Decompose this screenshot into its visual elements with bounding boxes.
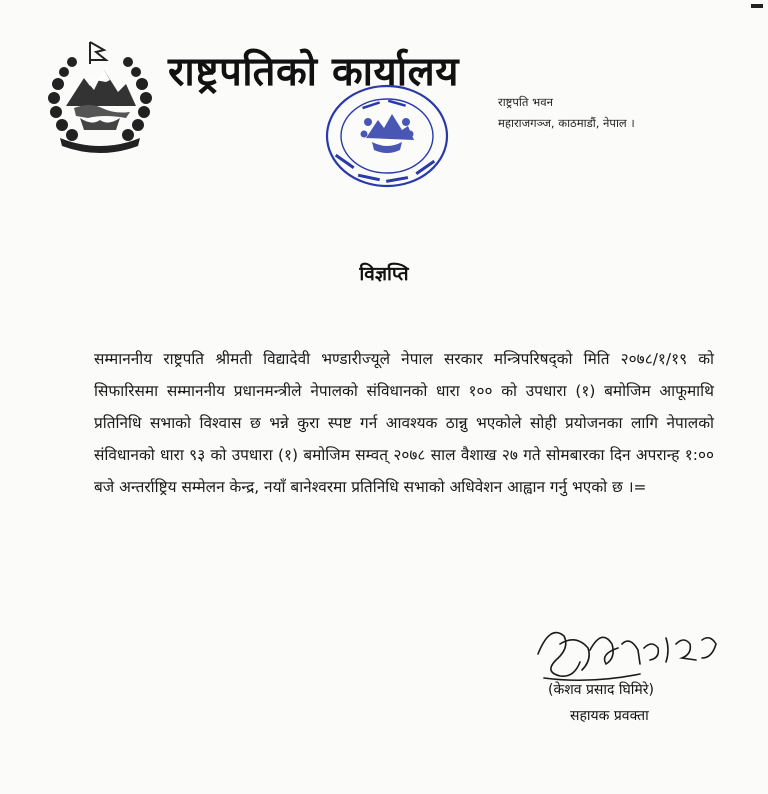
handwritten-signature [530,614,730,686]
office-address [498,92,635,134]
national-emblem [40,34,160,154]
notice-body: सम्माननीय राष्ट्रपति श्रीमती विद्यादेवी भण्डारीज्यूले नेपाल सरकार मन्त्रिपरिषद्‌को मिति २०७८/१/१९ को सिफारिसमा सम्माननीय प्रधानमन्त्रीले नेपालको संविधानको धारा १०० को उपधारा (१) बमोजिम आफूमाथि प्रतिनिधि सभाको विश्वास छ भन्ने कुरा स्पष्ट गर्न आवश्यक ठान्नु भएकोले सोही प्रयोजनका लागि नेपालको संविधानको धारा ९३ को उपधारा (१) बमोजिम सम्वत् २०७८ साल वैशाख २७ गते सोमबारका दिन अपरान्ह १:०० बजे अन्तर्राष्ट्रिय सम्मेलन केन्द्र, नयाँ बानेश्वरमा प्रतिनिधि सभाको अधिवेशन आह्वान गर्नु भएको छ ।= [94,350,714,496]
office-stamp [322,80,452,192]
scan-corner-mark [751,4,763,8]
signatory-name: (केशव प्रसाद घिमिरे) [548,682,654,698]
signatory-title: सहायक प्रवक्ता [570,708,649,724]
address-line-2: महाराजगञ्ज, काठमाडौं, नेपाल । [498,116,635,130]
office-name: राष्ट्रपतिको कार्यालय [168,49,459,95]
address-line-1: राष्ट्रपति भवन [498,95,553,109]
notice-title: विज्ञप्ति [359,263,409,285]
